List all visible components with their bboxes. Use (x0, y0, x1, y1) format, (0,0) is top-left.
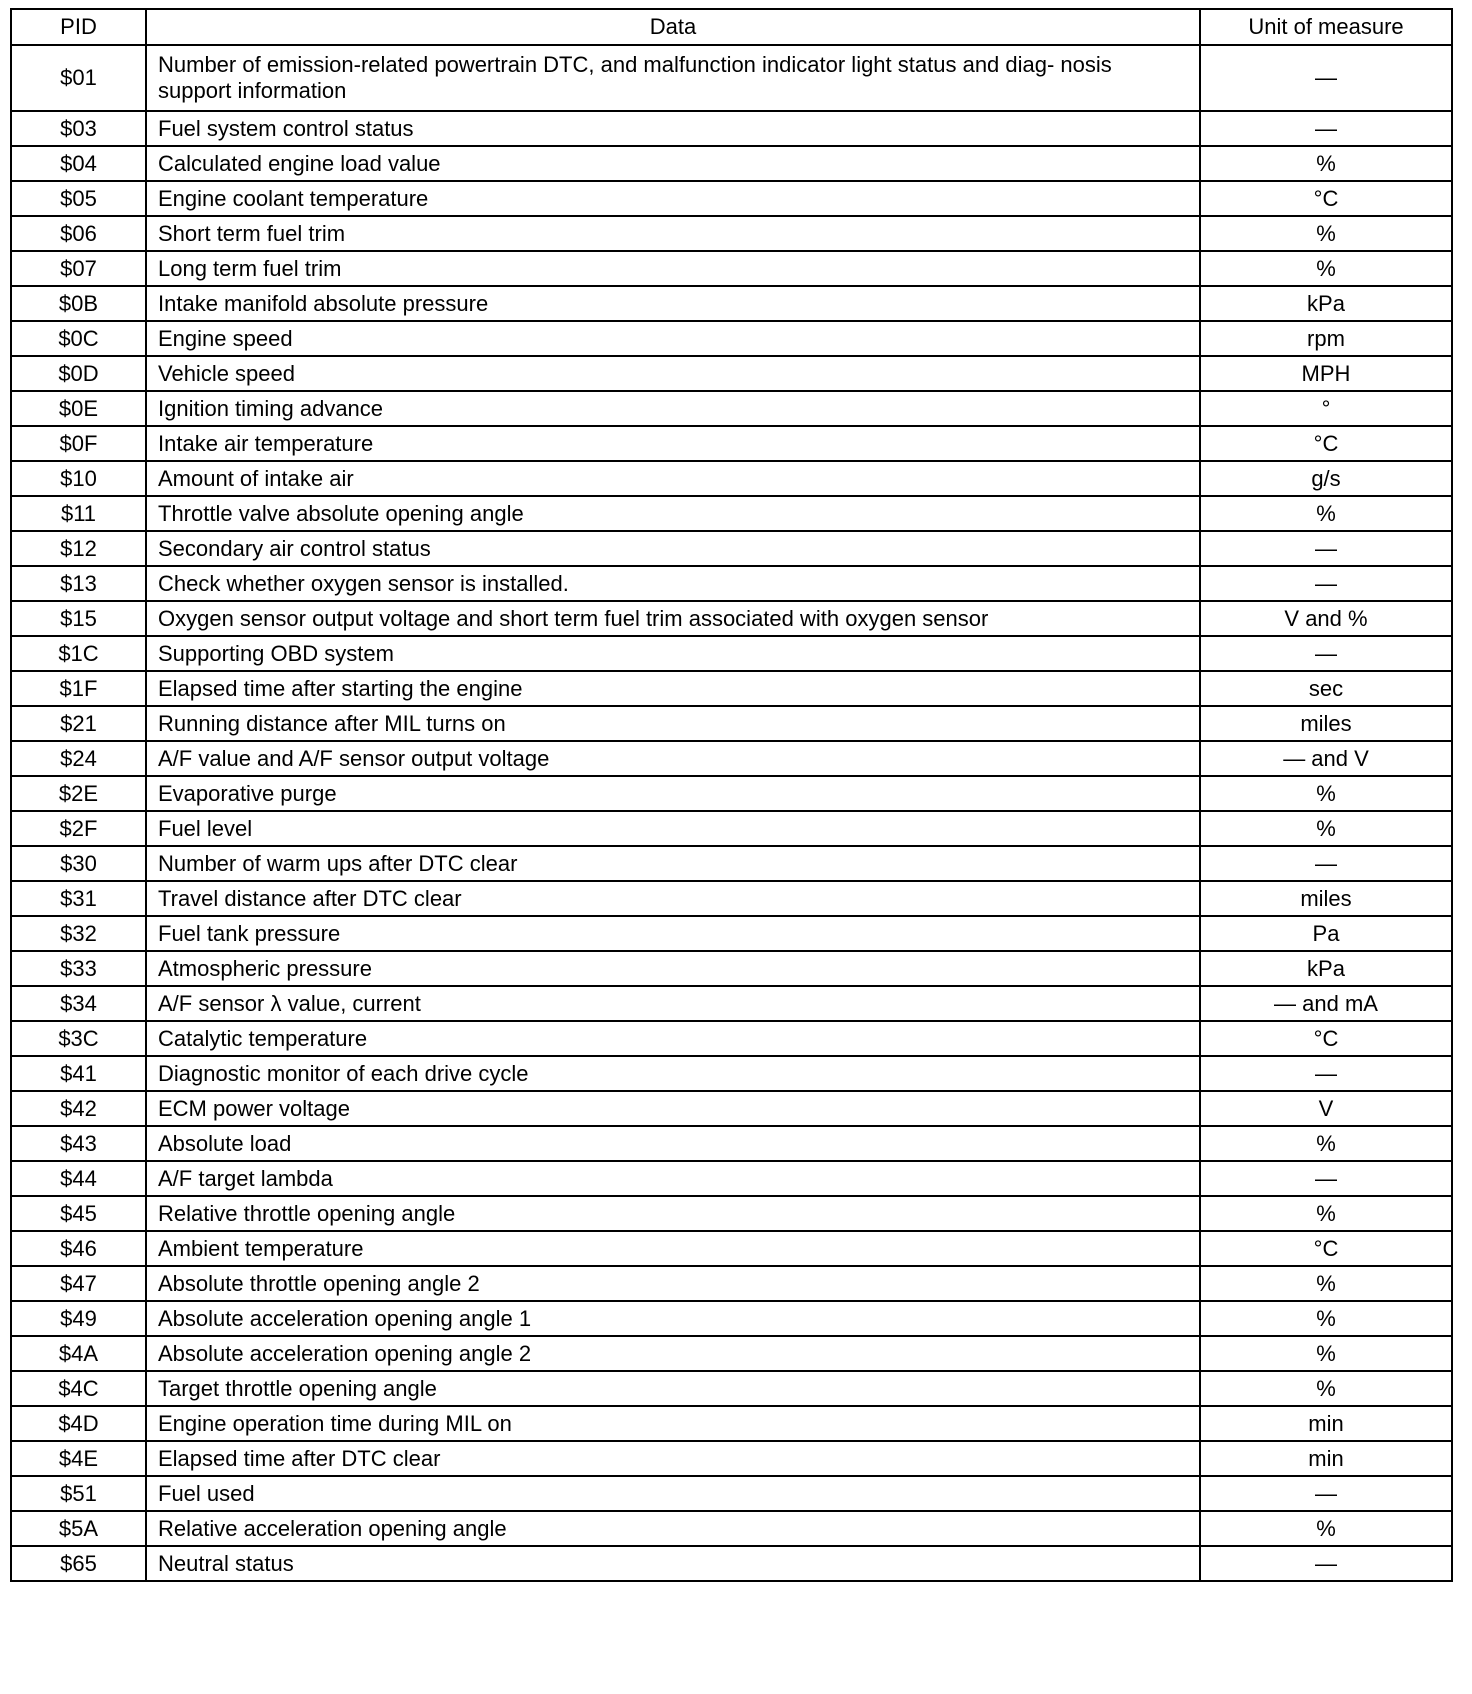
table-row (11, 321, 1452, 356)
data-cell: A/F value and A/F sensor output voltage (146, 741, 1200, 776)
data-cell: Short term fuel trim (146, 216, 1200, 251)
header-data: Data (146, 9, 1200, 45)
pid-cell: $11 (11, 496, 146, 531)
unit-cell: % (1200, 811, 1452, 846)
pid-cell: $24 (11, 741, 146, 776)
pid-cell: $65 (11, 1546, 146, 1581)
data-cell: Atmospheric pressure (146, 951, 1200, 986)
pid-cell: $0E (11, 391, 146, 426)
data-cell: Absolute acceleration opening angle 2 (146, 1336, 1200, 1371)
unit-cell: — (1200, 1476, 1452, 1511)
pid-cell: $3C (11, 1021, 146, 1056)
unit-cell: % (1200, 496, 1452, 531)
unit-cell: — (1200, 111, 1452, 146)
pid-cell: $4E (11, 1441, 146, 1476)
data-cell: Neutral status (146, 1546, 1200, 1581)
data-cell: Running distance after MIL turns on (146, 706, 1200, 741)
data-cell: Fuel level (146, 811, 1200, 846)
data-cell: Check whether oxygen sensor is installed. (146, 566, 1200, 601)
pid-cell: $0D (11, 356, 146, 391)
table-row (11, 811, 1452, 846)
data-cell: Ignition timing advance (146, 391, 1200, 426)
data-cell: Supporting OBD system (146, 636, 1200, 671)
header-pid: PID (11, 9, 146, 45)
unit-cell: MPH (1200, 356, 1452, 391)
table-row (11, 636, 1452, 671)
unit-cell: g/s (1200, 461, 1452, 496)
unit-cell: % (1200, 1126, 1452, 1161)
table-row (11, 1301, 1452, 1336)
pid-cell: $0F (11, 426, 146, 461)
data-cell: Target throttle opening angle (146, 1371, 1200, 1406)
pid-cell: $2F (11, 811, 146, 846)
pid-cell: $5A (11, 1511, 146, 1546)
pid-cell: $03 (11, 111, 146, 146)
table-row (11, 1406, 1452, 1441)
pid-cell: $4C (11, 1371, 146, 1406)
table-row (11, 391, 1452, 426)
pid-cell: $13 (11, 566, 146, 601)
pid-cell: $2E (11, 776, 146, 811)
data-cell: Engine operation time during MIL on (146, 1406, 1200, 1441)
unit-cell: — (1200, 531, 1452, 566)
table-row (11, 146, 1452, 181)
unit-cell: % (1200, 1336, 1452, 1371)
data-cell: Evaporative purge (146, 776, 1200, 811)
unit-cell: % (1200, 216, 1452, 251)
unit-cell: % (1200, 776, 1452, 811)
data-cell: Long term fuel trim (146, 251, 1200, 286)
data-cell: Relative throttle opening angle (146, 1196, 1200, 1231)
pid-cell: $51 (11, 1476, 146, 1511)
pid-cell: $30 (11, 846, 146, 881)
pid-cell: $34 (11, 986, 146, 1021)
pid-cell: $06 (11, 216, 146, 251)
table-row (11, 916, 1452, 951)
pid-cell: $07 (11, 251, 146, 286)
unit-cell: min (1200, 1406, 1452, 1441)
pid-cell: $0C (11, 321, 146, 356)
unit-cell: V and % (1200, 601, 1452, 636)
pid-cell: $43 (11, 1126, 146, 1161)
table-row (11, 601, 1452, 636)
pid-cell: $4A (11, 1336, 146, 1371)
pid-cell: $1F (11, 671, 146, 706)
data-cell: Calculated engine load value (146, 146, 1200, 181)
unit-cell: rpm (1200, 321, 1452, 356)
unit-cell: min (1200, 1441, 1452, 1476)
pid-cell: $45 (11, 1196, 146, 1231)
data-cell: Travel distance after DTC clear (146, 881, 1200, 916)
data-cell: Intake manifold absolute pressure (146, 286, 1200, 321)
data-cell: Vehicle speed (146, 356, 1200, 391)
data-cell: Fuel system control status (146, 111, 1200, 146)
table-row (11, 741, 1452, 776)
data-cell: Absolute throttle opening angle 2 (146, 1266, 1200, 1301)
table-row (11, 1126, 1452, 1161)
table-row (11, 706, 1452, 741)
pid-cell: $15 (11, 601, 146, 636)
pid-cell: $05 (11, 181, 146, 216)
unit-cell: % (1200, 146, 1452, 181)
pid-cell: $49 (11, 1301, 146, 1336)
pid-cell: $0B (11, 286, 146, 321)
table-row (11, 566, 1452, 601)
unit-cell: miles (1200, 706, 1452, 741)
table-row (11, 461, 1452, 496)
table-row (11, 356, 1452, 391)
data-cell: Diagnostic monitor of each drive cycle (146, 1056, 1200, 1091)
table-row (11, 776, 1452, 811)
data-cell: Ambient temperature (146, 1231, 1200, 1266)
unit-cell: % (1200, 1266, 1452, 1301)
table-row (11, 1476, 1452, 1511)
unit-cell: — (1200, 1546, 1452, 1581)
unit-cell: — (1200, 45, 1452, 111)
pid-cell: $1C (11, 636, 146, 671)
unit-cell: % (1200, 1196, 1452, 1231)
table-row (11, 1546, 1452, 1581)
unit-cell: V (1200, 1091, 1452, 1126)
pid-cell: $01 (11, 45, 146, 111)
table-row (11, 1021, 1452, 1056)
data-cell: Elapsed time after DTC clear (146, 1441, 1200, 1476)
unit-cell: °C (1200, 1231, 1452, 1266)
unit-cell: % (1200, 1301, 1452, 1336)
pid-cell: $47 (11, 1266, 146, 1301)
table-row (11, 1336, 1452, 1371)
table-row (11, 1441, 1452, 1476)
unit-cell: — (1200, 636, 1452, 671)
table-row (11, 1266, 1452, 1301)
table-row (11, 1196, 1452, 1231)
table-row (11, 986, 1452, 1021)
data-cell: Absolute acceleration opening angle 1 (146, 1301, 1200, 1336)
table-body (11, 45, 1452, 1581)
unit-cell: kPa (1200, 951, 1452, 986)
unit-cell: % (1200, 251, 1452, 286)
header-row (11, 9, 1452, 45)
unit-cell: sec (1200, 671, 1452, 706)
unit-cell: ° (1200, 391, 1452, 426)
data-cell: Catalytic temperature (146, 1021, 1200, 1056)
table-row (11, 111, 1452, 146)
pid-table (10, 8, 1453, 1582)
unit-cell: — (1200, 846, 1452, 881)
table-row (11, 1091, 1452, 1126)
table-row (11, 45, 1452, 111)
table-row (11, 671, 1452, 706)
table-row (11, 286, 1452, 321)
pid-cell: $4D (11, 1406, 146, 1441)
unit-cell: °C (1200, 426, 1452, 461)
unit-cell: — and V (1200, 741, 1452, 776)
unit-cell: — (1200, 566, 1452, 601)
data-cell: Engine speed (146, 321, 1200, 356)
table-row (11, 216, 1452, 251)
data-cell: Fuel tank pressure (146, 916, 1200, 951)
table-row (11, 951, 1452, 986)
pid-cell: $33 (11, 951, 146, 986)
table-row (11, 1161, 1452, 1196)
data-cell: Elapsed time after starting the engine (146, 671, 1200, 706)
table-row (11, 1371, 1452, 1406)
table-row (11, 1231, 1452, 1266)
table-row (11, 1056, 1452, 1091)
data-cell: Engine coolant temperature (146, 181, 1200, 216)
pid-cell: $04 (11, 146, 146, 181)
data-cell: Number of warm ups after DTC clear (146, 846, 1200, 881)
pid-cell: $10 (11, 461, 146, 496)
pid-cell: $46 (11, 1231, 146, 1266)
table-row (11, 531, 1452, 566)
pid-cell: $41 (11, 1056, 146, 1091)
table-row (11, 496, 1452, 531)
unit-cell: % (1200, 1371, 1452, 1406)
data-cell: Amount of intake air (146, 461, 1200, 496)
data-cell: Secondary air control status (146, 531, 1200, 566)
pid-cell: $32 (11, 916, 146, 951)
table-row (11, 846, 1452, 881)
data-cell: Fuel used (146, 1476, 1200, 1511)
header-unit: Unit of measure (1200, 9, 1452, 45)
unit-cell: % (1200, 1511, 1452, 1546)
pid-cell: $42 (11, 1091, 146, 1126)
pid-cell: $12 (11, 531, 146, 566)
pid-cell: $44 (11, 1161, 146, 1196)
table-row (11, 1511, 1452, 1546)
data-cell: A/F target lambda (146, 1161, 1200, 1196)
unit-cell: — and mA (1200, 986, 1452, 1021)
pid-cell: $21 (11, 706, 146, 741)
unit-cell: — (1200, 1161, 1452, 1196)
unit-cell: miles (1200, 881, 1452, 916)
data-cell: Relative acceleration opening angle (146, 1511, 1200, 1546)
data-cell: Oxygen sensor output voltage and short term fuel trim associated with oxygen sensor (146, 601, 1200, 636)
data-cell: Intake air temperature (146, 426, 1200, 461)
unit-cell: °C (1200, 181, 1452, 216)
table-row (11, 426, 1452, 461)
data-cell: Number of emission-related powertrain DTC, and malfunction indicator light status and diag- nosis support information (146, 45, 1200, 111)
unit-cell: kPa (1200, 286, 1452, 321)
table-row (11, 251, 1452, 286)
unit-cell: — (1200, 1056, 1452, 1091)
pid-cell: $31 (11, 881, 146, 916)
data-cell: ECM power voltage (146, 1091, 1200, 1126)
unit-cell: Pa (1200, 916, 1452, 951)
table-row (11, 181, 1452, 216)
table-row (11, 881, 1452, 916)
data-cell: Throttle valve absolute opening angle (146, 496, 1200, 531)
unit-cell: °C (1200, 1021, 1452, 1056)
data-cell: Absolute load (146, 1126, 1200, 1161)
data-cell: A/F sensor λ value, current (146, 986, 1200, 1021)
